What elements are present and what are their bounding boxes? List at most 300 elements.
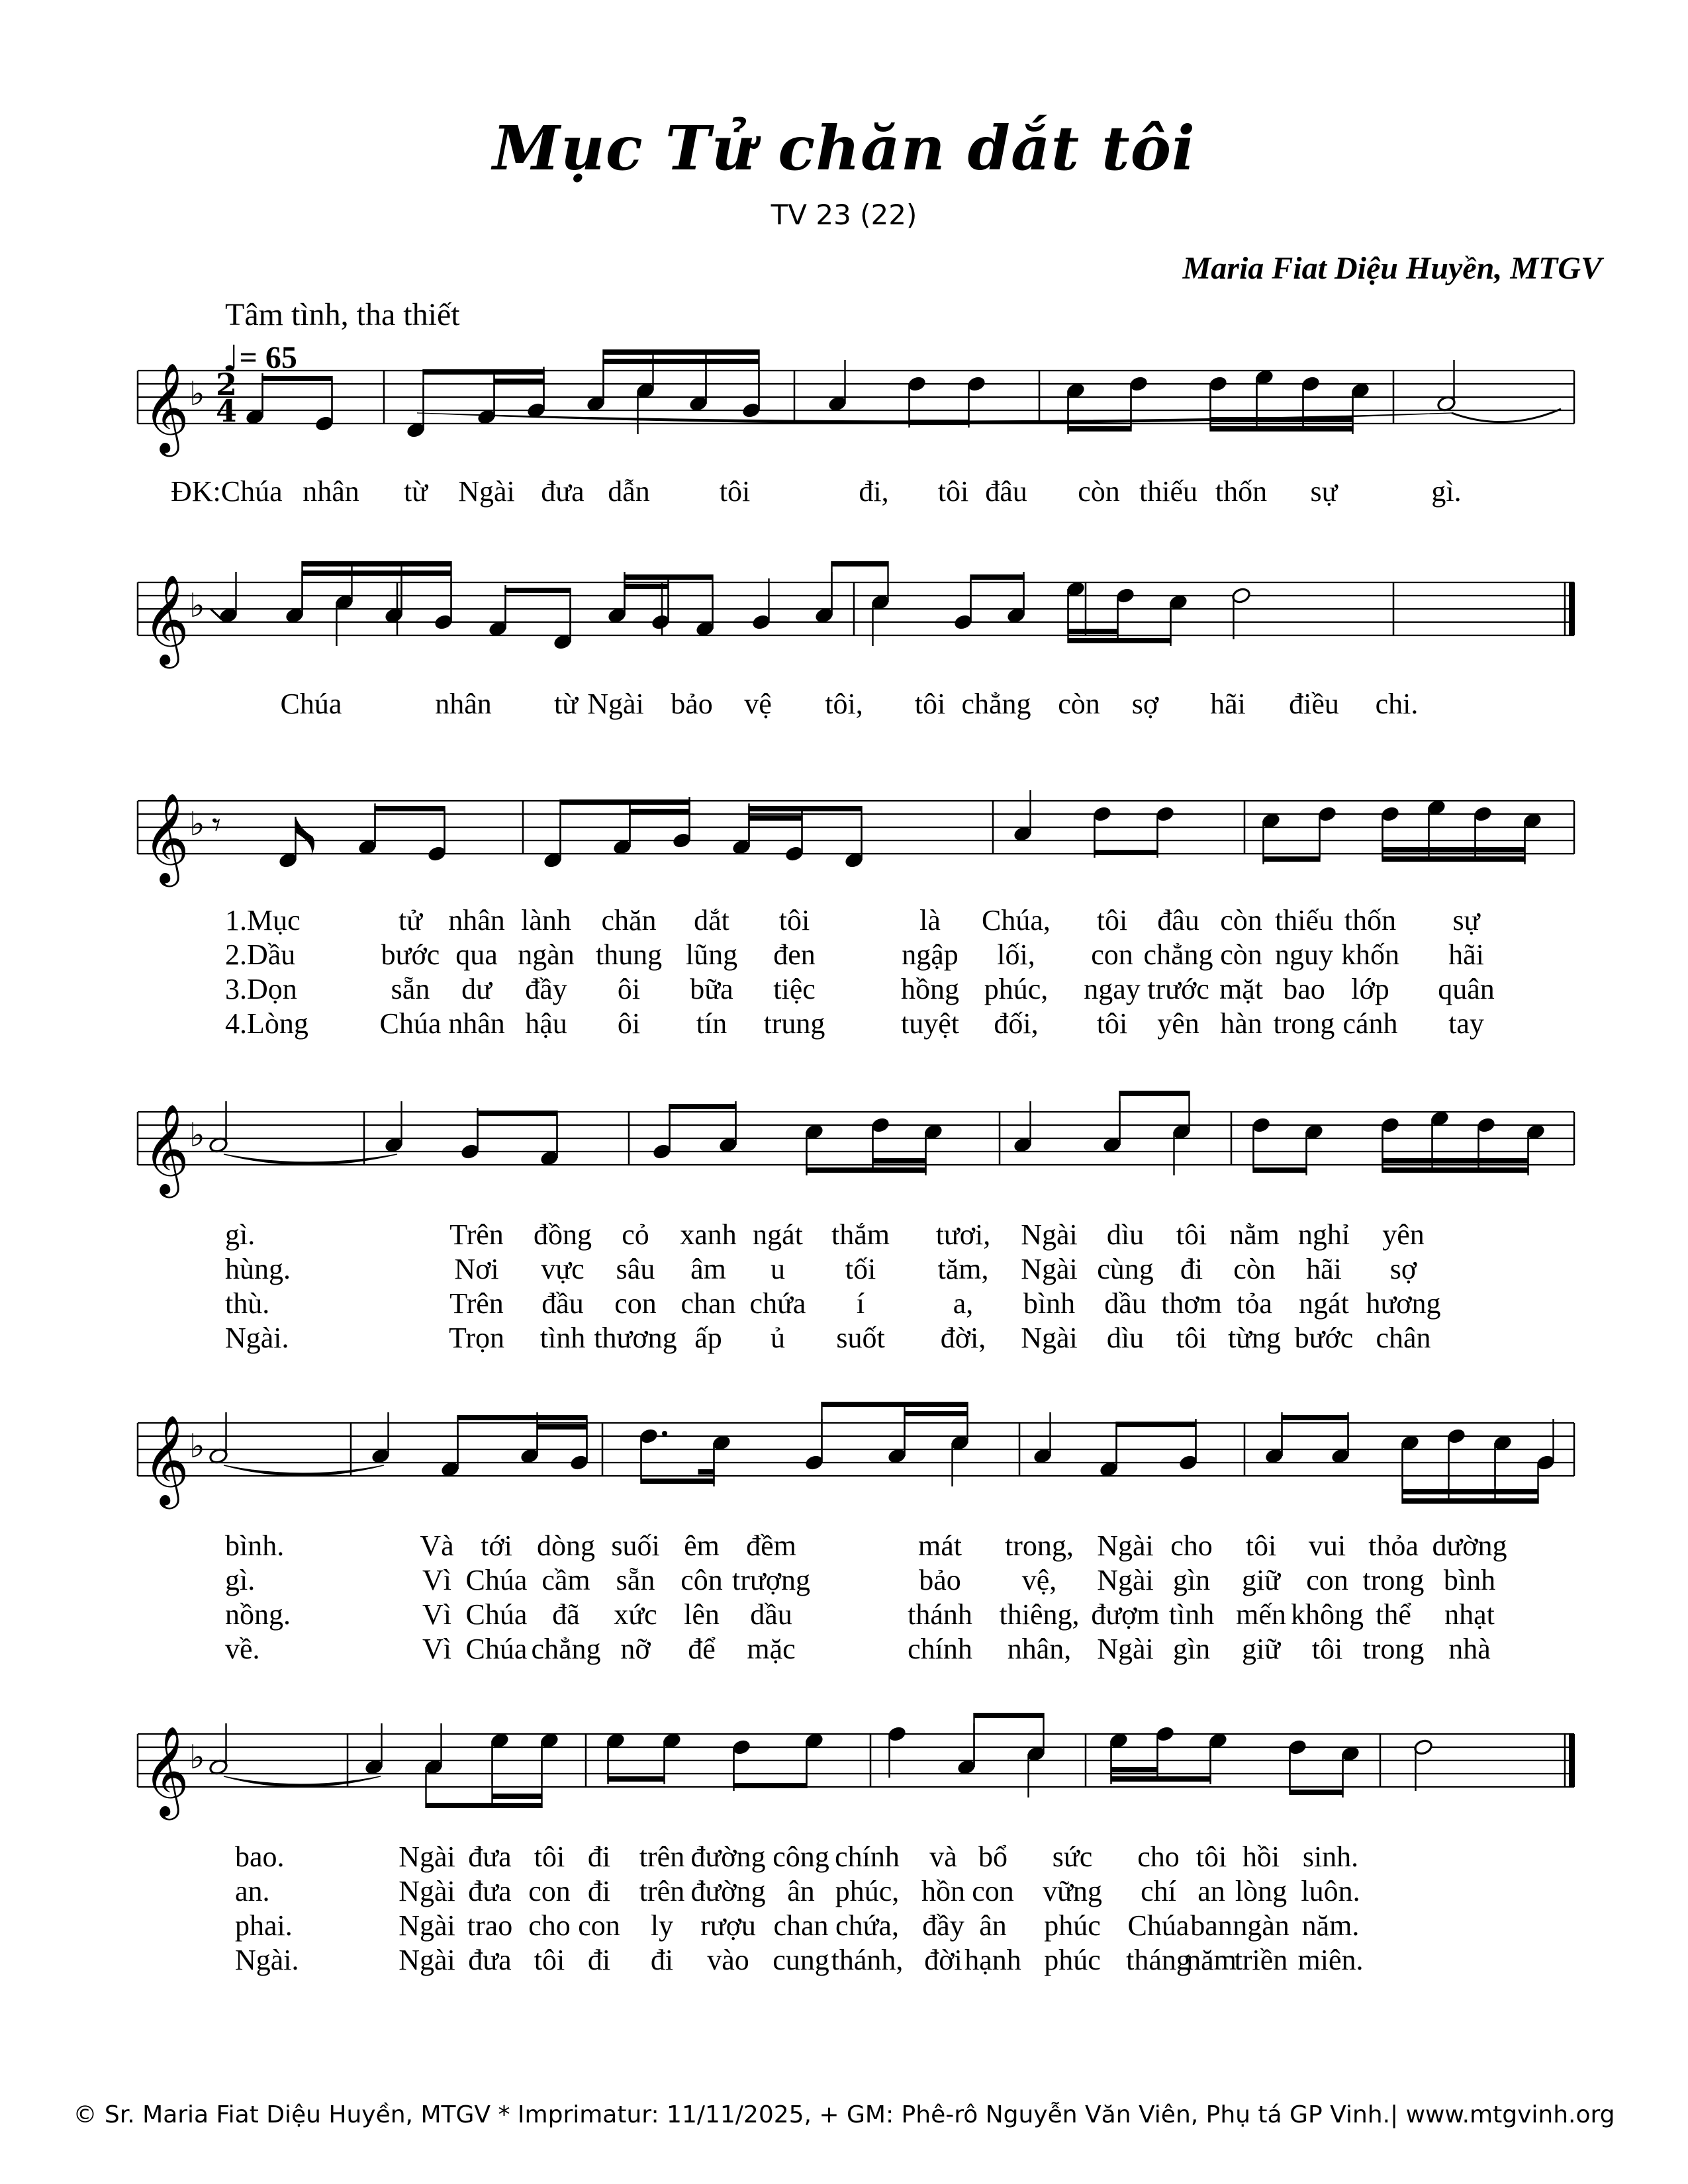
- lyric-syllable: Ngài: [1097, 1529, 1154, 1562]
- lyric-syllable: Ngài: [587, 688, 644, 720]
- lyric-syllable: đưa: [468, 1875, 512, 1907]
- lyric-syllable: thánh: [908, 1598, 972, 1631]
- staff-system-2: [0, 490, 1688, 702]
- lyric-syllable: gìn: [1172, 1633, 1211, 1665]
- beam-primary: [624, 574, 714, 580]
- beam-primary: [1289, 1790, 1344, 1795]
- beam-primary: [375, 806, 445, 811]
- lyric-syllable: chan: [680, 1287, 736, 1320]
- staff-system-4: [0, 1019, 1688, 1231]
- lyric-line-3-3: [0, 972, 1688, 1009]
- beam-primary: [302, 561, 452, 567]
- beam-secondary: [1111, 1767, 1158, 1772]
- lyric-syllable: sinh.: [1302, 1841, 1359, 1873]
- beam-primary: [1119, 1091, 1190, 1096]
- lyric-syllable: bao: [1283, 973, 1325, 1005]
- lyric-syllable: tỏa: [1237, 1287, 1272, 1320]
- lyric-syllable: chí: [1141, 1875, 1176, 1907]
- lyric-syllable: nghỉ: [1297, 1218, 1350, 1251]
- lyric-line-4-4: [0, 1321, 1688, 1358]
- lyric-syllable: ngay: [1084, 973, 1141, 1005]
- lyric-syllable: tôi: [719, 475, 751, 508]
- lyric-syllable: bước: [1294, 1322, 1354, 1354]
- beam-primary: [970, 574, 1025, 580]
- beam-primary: [1210, 426, 1354, 432]
- lyric-syllable: hùng.: [225, 1253, 291, 1285]
- lyric-syllable: còn: [1078, 475, 1120, 508]
- lyric-line-5-4: [0, 1632, 1688, 1669]
- lyric-syllable: phúc: [1044, 1909, 1101, 1942]
- lyric-syllable: chi.: [1375, 688, 1419, 720]
- lyric-syllable: hạnh: [964, 1944, 1021, 1976]
- lyric-syllable: đi: [1180, 1253, 1203, 1285]
- lyric-syllable: quân: [1438, 973, 1495, 1005]
- lyric-syllable: trong,: [1005, 1529, 1074, 1562]
- lyric-syllable: tử: [398, 904, 423, 936]
- lyric-syllable: bình: [1023, 1287, 1076, 1320]
- lyric-syllable: tôi: [1096, 1007, 1128, 1040]
- lyric-syllable: luôn.: [1301, 1875, 1360, 1907]
- lyric-syllable: chính: [908, 1633, 972, 1665]
- lyric-syllable: tôi: [1311, 1633, 1343, 1665]
- lyric-syllable: Vì: [422, 1598, 451, 1631]
- final-barline-thick: [1569, 1734, 1575, 1787]
- copyright-footer: © Sr. Maria Fiat Diệu Huyền, MTGV * Imprimatur: 11/11/2025, + GM: Phê-rô Nguyễn Văn Viên, Phụ tá GP Vinh.| www.mtgvinh.org: [73, 2101, 1615, 2128]
- lyric-syllable: cho: [1137, 1841, 1180, 1873]
- lyric-syllable: con: [578, 1909, 620, 1942]
- lyric-syllable: Ngài: [1021, 1253, 1078, 1285]
- lyric-syllable: Chúa: [1127, 1909, 1190, 1942]
- lyric-syllable: đi: [650, 1944, 674, 1976]
- lyric-syllable: nồng.: [225, 1598, 291, 1631]
- lyric-syllable: tôi: [534, 1841, 565, 1873]
- lyric-syllable: qua: [455, 938, 498, 971]
- lyric-syllable: hồi: [1242, 1841, 1280, 1873]
- lyric-syllable: thỏa: [1368, 1529, 1419, 1562]
- lyric-syllable: cho: [528, 1909, 571, 1942]
- treble-clef-icon: 𝄞: [143, 1414, 189, 1505]
- lyric-syllable: thiêng,: [999, 1598, 1080, 1631]
- lyric-syllable: còn: [1233, 1253, 1276, 1285]
- beam-primary: [560, 799, 690, 805]
- lyric-syllable: Ngài: [1021, 1322, 1078, 1354]
- lyric-syllable: ĐK:Chúa: [171, 475, 283, 508]
- lyric-syllable: chân: [1376, 1322, 1431, 1354]
- lyric-syllable: hãi: [1210, 688, 1246, 720]
- lyric-syllable: hương: [1366, 1287, 1441, 1320]
- expression-marking: Tâm tình, tha thiết: [225, 297, 460, 332]
- lyric-syllable: dòng: [537, 1529, 595, 1562]
- lyric-syllable: êm: [684, 1529, 720, 1562]
- staff-system-5: [0, 1330, 1688, 1542]
- lyric-syllable: không: [1291, 1598, 1364, 1631]
- eighth-flag: [296, 817, 315, 855]
- lyric-syllable: còn: [1220, 904, 1262, 936]
- lyric-syllable: bình: [1443, 1564, 1496, 1596]
- lyric-syllable: tăm,: [937, 1253, 989, 1285]
- beam-secondary: [706, 359, 760, 364]
- tie-continuation: [211, 609, 222, 619]
- lyric-syllable: sợ: [1131, 688, 1159, 720]
- lyric-syllable: nằm: [1229, 1218, 1280, 1251]
- lyric-syllable: con: [1091, 938, 1133, 971]
- lyric-syllable: dư: [461, 973, 492, 1005]
- lyric-syllable: thù.: [225, 1287, 270, 1320]
- lyric-syllable: triền: [1234, 1944, 1288, 1976]
- beam-primary: [641, 1479, 715, 1484]
- beam-secondary: [352, 570, 402, 576]
- lyric-syllable: là: [919, 904, 941, 936]
- lyric-syllable: mến: [1236, 1598, 1286, 1631]
- staff-system-6: [0, 1641, 1688, 1853]
- lyric-syllable: Ngài: [1097, 1564, 1154, 1596]
- lyric-syllable: đưa: [468, 1944, 512, 1976]
- quarter-note-icon: ♩: [222, 338, 240, 379]
- flat-key-signature-icon: ♭: [189, 375, 205, 413]
- lyric-syllable: ngập: [902, 938, 959, 971]
- lyric-line-4-1: [0, 1218, 1688, 1255]
- treble-clef-icon: 𝄞: [143, 1103, 189, 1194]
- lyric-syllable: đềm: [746, 1529, 796, 1562]
- lyric-syllable: con: [1306, 1564, 1348, 1596]
- lyric-syllable: vui: [1308, 1529, 1346, 1562]
- lyric-syllable: miên.: [1297, 1944, 1364, 1976]
- lyric-syllable: a,: [953, 1287, 974, 1320]
- lyric-syllable: nhân: [448, 1007, 505, 1040]
- flat-key-signature-icon: ♭: [189, 1427, 205, 1465]
- lyric-syllable: chẳng: [531, 1633, 601, 1665]
- lyric-syllable: bao.: [235, 1841, 285, 1873]
- beam-primary: [1402, 1498, 1539, 1504]
- lyric-syllable: nguy: [1275, 938, 1333, 971]
- lyric-syllable: tôi: [1176, 1322, 1207, 1354]
- lyric-syllable: đi: [587, 1841, 611, 1873]
- lyric-syllable: giữ: [1241, 1633, 1281, 1665]
- lyric-syllable: điều: [1289, 688, 1339, 720]
- lyric-syllable: gìn: [1172, 1564, 1211, 1596]
- lyric-syllable: sẵn: [391, 973, 430, 1005]
- lyric-syllable: con: [528, 1875, 571, 1907]
- staff-system-3: [0, 708, 1688, 920]
- lyric-syllable: tôi,: [825, 688, 863, 720]
- lyric-syllable: còn: [1220, 938, 1262, 971]
- lyric-syllable: côn: [680, 1564, 723, 1596]
- beam-secondary: [904, 1411, 968, 1416]
- lyric-syllable: đồng: [534, 1218, 592, 1251]
- lyric-syllable: nỡ: [620, 1633, 651, 1665]
- lyric-syllable: đưa: [468, 1841, 512, 1873]
- lyric-syllable: đen: [773, 938, 816, 971]
- beam-primary: [821, 1402, 968, 1407]
- lyric-syllable: suốt: [836, 1322, 885, 1354]
- lyric-syllable: sâu: [616, 1253, 655, 1285]
- lyric-syllable: ân: [787, 1875, 815, 1907]
- lyric-syllable: phai.: [235, 1909, 293, 1942]
- beam-primary: [1111, 1776, 1211, 1782]
- lyric-syllable: ôi: [617, 973, 641, 1005]
- lyric-syllable: Chúa: [280, 688, 342, 720]
- beam-secondary: [537, 1424, 588, 1430]
- lyric-syllable: tôi: [1196, 1841, 1227, 1873]
- lyric-syllable: Ngài: [399, 1909, 455, 1942]
- lyric-syllable: tuyệt: [901, 1007, 959, 1040]
- lyric-syllable: cánh: [1342, 1007, 1398, 1040]
- beam-secondary: [1402, 1489, 1450, 1494]
- lyric-syllable: bước: [381, 938, 440, 971]
- beam-secondary: [1432, 1158, 1479, 1163]
- lyric-syllable: sự: [1310, 475, 1338, 508]
- lyric-syllable: Vì: [422, 1564, 451, 1596]
- lyric-syllable: về.: [225, 1633, 260, 1665]
- beam-primary: [1253, 1167, 1307, 1173]
- beam-primary: [749, 806, 863, 811]
- lyric-syllable: tình: [1168, 1598, 1215, 1631]
- lyric-syllable: thắm: [831, 1218, 890, 1251]
- lyric-syllable: tín: [696, 1007, 727, 1040]
- lyric-syllable: Trọn: [449, 1322, 504, 1354]
- augmentation-dot: [662, 1431, 667, 1436]
- beam-primary: [1382, 856, 1526, 862]
- lyric-syllable: đâu: [985, 475, 1027, 508]
- beam-secondary: [872, 1158, 927, 1163]
- lyric-syllable: đượm: [1091, 1598, 1160, 1631]
- lyric-syllable: thánh,: [831, 1944, 904, 1976]
- lyric-syllable: an.: [235, 1875, 270, 1907]
- beam-primary: [1094, 850, 1158, 855]
- lyric-syllable: 3.Dọn: [225, 973, 297, 1005]
- beam-secondary: [603, 359, 654, 364]
- final-barline-thick: [1569, 582, 1575, 635]
- lyric-syllable: chẳng: [1143, 938, 1213, 971]
- lyric-syllable: đời: [924, 1944, 962, 1976]
- beam-secondary: [630, 809, 690, 814]
- beam-secondary: [302, 570, 353, 576]
- song-title: Mục Tử chăn dắt tôi: [492, 113, 1196, 184]
- lyric-syllable: thiếu: [1275, 904, 1333, 936]
- lyric-syllable: bổ: [978, 1841, 1008, 1873]
- beam-secondary: [401, 570, 452, 576]
- lyric-syllable: Chúa: [465, 1633, 528, 1665]
- lyric-syllable: hãi: [1448, 938, 1484, 971]
- lyric-syllable: nhân: [448, 904, 505, 936]
- beam-primary: [1068, 638, 1172, 643]
- lyric-syllable: chăn: [601, 904, 657, 936]
- beam-secondary: [492, 1794, 543, 1799]
- lyric-syllable: ủ: [771, 1322, 785, 1354]
- lyric-syllable: thể: [1376, 1598, 1411, 1631]
- beam-secondary: [653, 359, 707, 364]
- lyric-syllable: hãi: [1306, 1253, 1342, 1285]
- beam-primary: [1116, 1422, 1197, 1427]
- flat-key-signature-icon: ♭: [189, 805, 205, 843]
- lyric-syllable: con: [972, 1875, 1014, 1907]
- lyric-syllable: và: [929, 1841, 957, 1873]
- beam-secondary: [1429, 847, 1476, 852]
- lyric-syllable: bữa: [690, 973, 733, 1005]
- lyric-syllable: ấp: [694, 1322, 722, 1354]
- lyric-syllable: trung: [763, 1007, 825, 1040]
- lyric-syllable: yên: [1382, 1218, 1425, 1251]
- lyric-syllable: 1.Mục: [225, 904, 301, 936]
- lyric-syllable: từ: [553, 688, 579, 720]
- lyric-line-6-1: [0, 1840, 1688, 1877]
- lyric-syllable: ôi: [617, 1007, 641, 1040]
- lyric-syllable: u: [771, 1253, 785, 1285]
- lyric-syllable: 4.Lòng: [225, 1007, 308, 1040]
- lyric-syllable: 2.Dầu: [225, 938, 296, 971]
- lyric-syllable: Ngài.: [225, 1322, 289, 1354]
- lyric-syllable: Nơi: [454, 1253, 499, 1285]
- tempo-value: = 65: [239, 340, 297, 375]
- lyric-syllable: cầm: [541, 1564, 590, 1596]
- lyric-syllable: chẳng: [961, 688, 1031, 720]
- lyric-syllable: tối: [845, 1253, 876, 1285]
- lyric-syllable: tình: [539, 1322, 586, 1354]
- tie: [224, 1465, 384, 1476]
- lyric-syllable: dìu: [1106, 1218, 1145, 1251]
- beam-secondary: [1475, 847, 1526, 852]
- beam-primary: [1068, 426, 1132, 432]
- lyric-syllable: xanh: [680, 1218, 737, 1251]
- lyric-syllable: tôi: [914, 688, 946, 720]
- lyric-syllable: dìu: [1106, 1322, 1145, 1354]
- beam-primary: [603, 349, 760, 355]
- beam-primary: [1282, 1415, 1349, 1420]
- lyric-syllable: yên: [1157, 1007, 1199, 1040]
- beam-secondary: [624, 584, 669, 589]
- beam-secondary: [494, 379, 545, 384]
- lyric-syllable: đi,: [859, 475, 889, 508]
- lyric-syllable: thiếu: [1139, 475, 1197, 508]
- beam-secondary: [749, 815, 803, 821]
- lyric-syllable: suối: [611, 1529, 660, 1562]
- lyric-syllable: mặt: [1219, 973, 1263, 1005]
- beam-primary: [1263, 856, 1321, 862]
- flat-key-signature-icon: ♭: [189, 1116, 205, 1154]
- lyric-syllable: ngàn: [518, 938, 575, 971]
- lyric-syllable: trong: [1362, 1633, 1425, 1665]
- lyric-syllable: dầu: [750, 1598, 792, 1631]
- beam-secondary: [1382, 1158, 1433, 1163]
- lyric-syllable: Chúa: [465, 1598, 528, 1631]
- lyric-syllable: cùng: [1097, 1253, 1154, 1285]
- lyric-syllable: đối,: [994, 1007, 1039, 1040]
- lyric-syllable: lên: [684, 1598, 720, 1631]
- lyric-syllable: âm: [690, 1253, 726, 1285]
- lyric-syllable: mát: [918, 1529, 962, 1562]
- lyric-syllable: con: [614, 1287, 657, 1320]
- lyric-syllable: dường: [1432, 1529, 1507, 1562]
- treble-clef-icon: 𝄞: [143, 573, 189, 664]
- lyric-syllable: Ngài: [1021, 1218, 1078, 1251]
- lyric-syllable: í: [856, 1287, 865, 1320]
- lyric-syllable: đầy: [525, 973, 567, 1005]
- lyric-syllable: sợ: [1389, 1253, 1417, 1285]
- lyric-line-3-2: [0, 938, 1688, 975]
- lyric-syllable: dẫn: [608, 475, 650, 508]
- lyric-syllable: tới: [481, 1529, 512, 1562]
- lyric-syllable: tôi: [534, 1944, 565, 1976]
- beam-primary: [733, 1783, 808, 1788]
- beam-secondary: [1382, 847, 1430, 852]
- lyric-syllable: lũng: [685, 938, 738, 971]
- lyric-line-5-1: [0, 1529, 1688, 1566]
- lyric-syllable: tươi,: [935, 1218, 991, 1251]
- lyric-syllable: trượng: [732, 1564, 810, 1596]
- time-signature-top: 2: [216, 367, 238, 402]
- lyric-syllable: đường: [690, 1841, 766, 1873]
- lyric-syllable: vực: [541, 1253, 585, 1285]
- beam-primary: [457, 1415, 588, 1420]
- lyric-line-6-4: [0, 1943, 1688, 1980]
- lyric-syllable: khốn: [1341, 938, 1399, 971]
- lyric-syllable: trên: [639, 1875, 685, 1907]
- treble-clef-icon: 𝄞: [143, 361, 189, 453]
- lyric-syllable: đi: [587, 1875, 611, 1907]
- lyric-syllable: vệ: [744, 688, 772, 720]
- lyric-syllable: trong: [1273, 1007, 1335, 1040]
- flat-key-signature-icon: ♭: [189, 1738, 205, 1776]
- lyric-syllable: để: [688, 1633, 716, 1665]
- lyric-syllable: lối,: [997, 938, 1035, 971]
- lyric-syllable: ban: [1190, 1909, 1233, 1942]
- beam-primary: [669, 1104, 737, 1109]
- lyric-syllable: bảo: [919, 1564, 961, 1596]
- beam-secondary: [1495, 1489, 1539, 1494]
- lyric-syllable: trong: [1362, 1564, 1425, 1596]
- beam-primary: [477, 1111, 558, 1116]
- treble-clef-icon: 𝄞: [143, 792, 189, 883]
- lyric-syllable: sự: [1452, 904, 1480, 936]
- lyric-syllable: ngát: [1299, 1287, 1349, 1320]
- lyric-syllable: Ngài: [399, 1841, 455, 1873]
- lyric-syllable: cho: [1170, 1529, 1213, 1562]
- lyric-syllable: Trên: [449, 1218, 504, 1251]
- lyric-syllable: năm.: [1301, 1909, 1360, 1942]
- lyric-syllable: vững: [1043, 1875, 1102, 1907]
- lyric-syllable: rượu: [700, 1909, 756, 1942]
- lyric-syllable: hồng: [901, 973, 959, 1005]
- lyric-syllable: lớp: [1351, 973, 1389, 1005]
- lyric-syllable: tôi: [937, 475, 969, 508]
- eighth-rest-icon: 𝄾: [212, 805, 221, 845]
- lyric-syllable: lành: [521, 904, 571, 936]
- lyric-syllable: tiệc: [773, 973, 816, 1005]
- lyric-syllable: ân: [979, 1909, 1007, 1942]
- lyric-syllable: phúc,: [984, 973, 1049, 1005]
- lyric-syllable: chính: [835, 1841, 900, 1873]
- lyric-syllable: chứa,: [835, 1909, 899, 1942]
- lyric-syllable: năm: [1186, 1944, 1237, 1976]
- beam-secondary: [1068, 629, 1119, 634]
- lyric-syllable: từ: [403, 475, 428, 508]
- lyric-syllable: đầu: [541, 1287, 584, 1320]
- lyric-line-3-4: [0, 1007, 1688, 1044]
- lyric-syllable: đâu: [1157, 904, 1199, 936]
- lyric-syllable: phúc,: [835, 1875, 900, 1907]
- lyric-syllable: gì.: [225, 1218, 256, 1251]
- lyric-syllable: đưa: [541, 475, 585, 508]
- composer-credit: Maria Fiat Diệu Huyền, MTGV: [1182, 251, 1602, 286]
- lyric-syllable: tôi: [1245, 1529, 1277, 1562]
- lyric-syllable: Ngài: [1097, 1633, 1154, 1665]
- lyric-syllable: vệ,: [1021, 1564, 1057, 1596]
- lyric-syllable: thương: [594, 1322, 677, 1354]
- lyric-syllable: nhân: [435, 688, 492, 720]
- lyric-line-4-2: [0, 1252, 1688, 1289]
- lyric-syllable: cỏ: [622, 1218, 649, 1251]
- lyric-syllable: ngát: [753, 1218, 803, 1251]
